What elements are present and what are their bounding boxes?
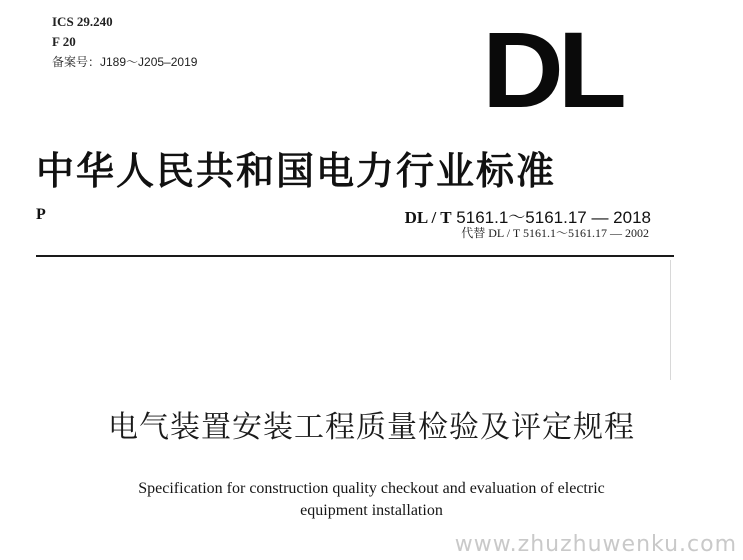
- title-english-line1: Specification for construction quality checkout and evaluation of electric: [138, 480, 605, 497]
- title-english-line2: equipment installation: [300, 502, 443, 519]
- scan-line: [670, 260, 671, 380]
- title-chinese: 电气装置安装工程质量检验及评定规程: [108, 410, 635, 445]
- ics-code: ICS 29.240: [52, 14, 113, 29]
- dl-logo: DL: [482, 9, 621, 130]
- header-rule: [36, 255, 674, 257]
- ccs-code: F 20: [52, 34, 76, 49]
- replaces-note: 代替 DL / T 5161.1～5161.17 — 2002: [461, 226, 649, 240]
- org-title: 中华人民共和国电力行业标准: [36, 149, 557, 193]
- record-number: 备案号：J189～J205–2019: [52, 55, 198, 69]
- classification-code: P: [36, 206, 46, 223]
- standard-number-value: 5161.1～5161.17 — 2018: [451, 208, 651, 227]
- title-english: [0, 478, 743, 522]
- standard-prefix: DL / T: [404, 208, 452, 227]
- watermark: www.zhuzhuwenku.com: [454, 532, 737, 557]
- document-meta: [52, 12, 197, 72]
